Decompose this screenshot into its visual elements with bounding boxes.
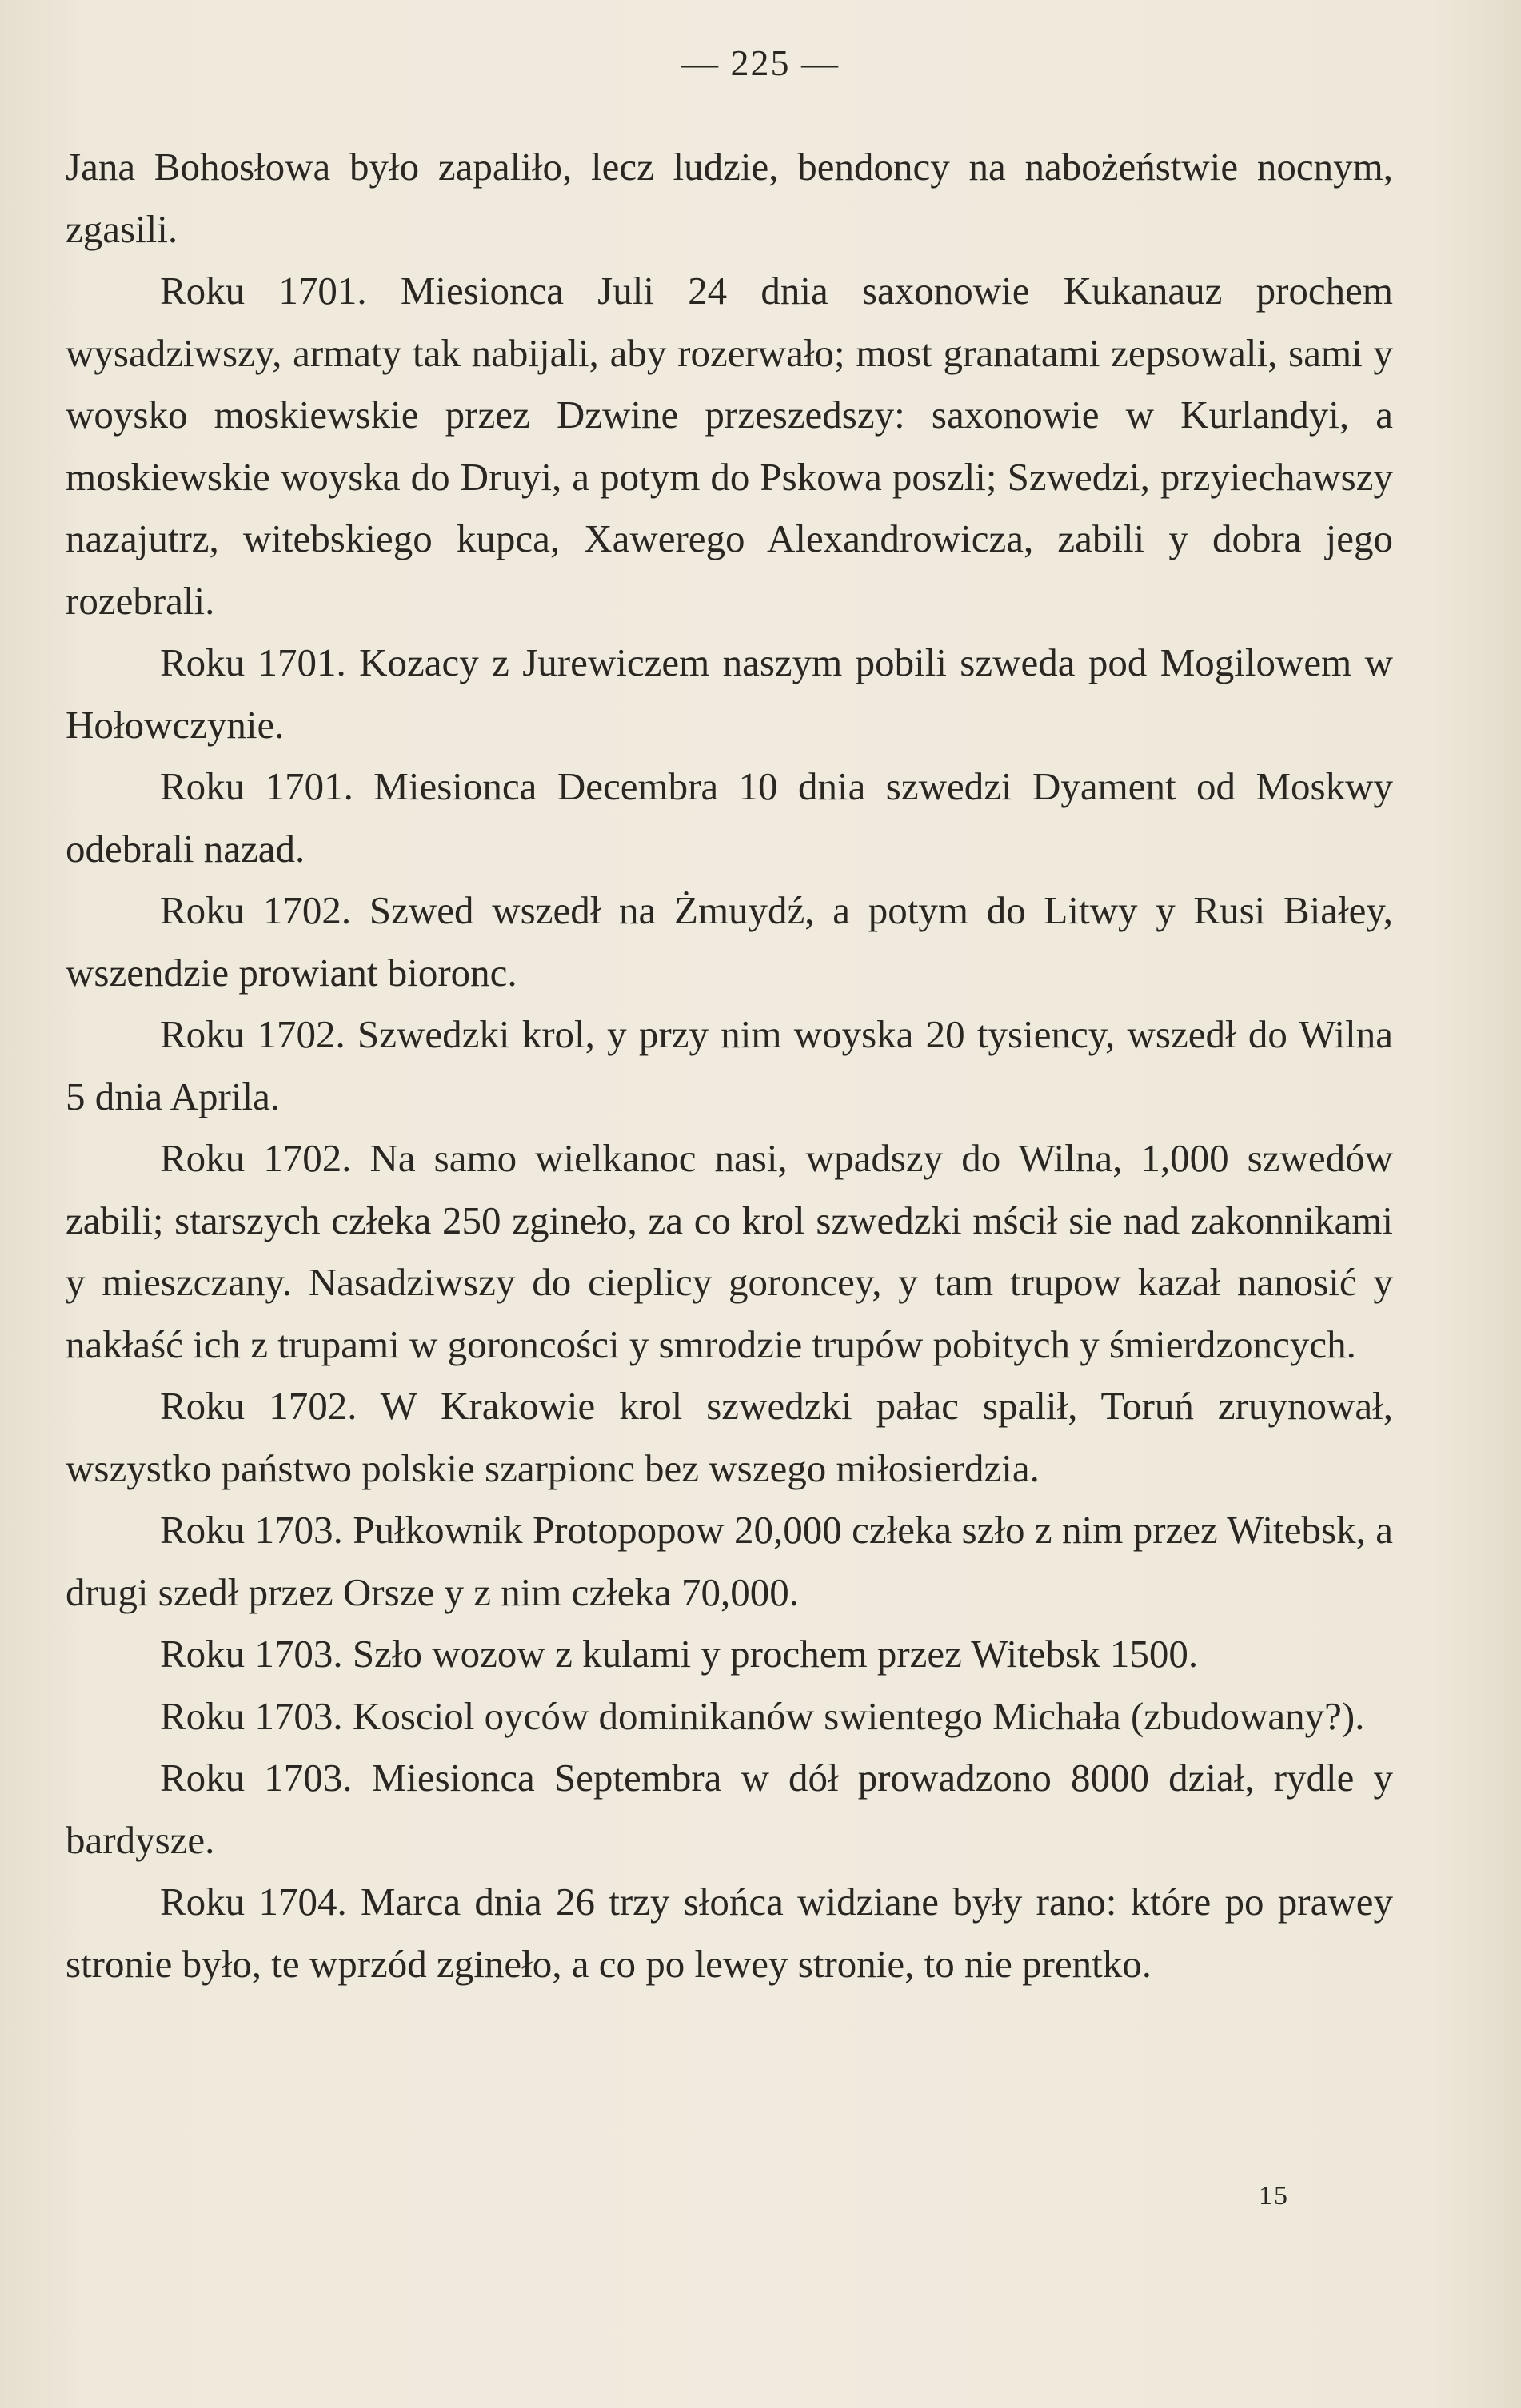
body-text	[66, 136, 1393, 1995]
paragraph: Roku 1702. W Krakowie krol szwedzki pałac spalił, Toruń zruynował, wszystko państwo polskie szarpionc bez wszego miłosierdzia.	[66, 1384, 1393, 1490]
page-number: — 225 —	[681, 42, 840, 83]
paragraph: Roku 1701. Kozacy z Jurewiczem naszym pobili szweda pod Mogilowem w Hołowczynie.	[66, 640, 1393, 747]
paragraph: Roku 1702. Na samo wielkanoc nasi, wpadszy do Wilna, 1,000 szwedów zabili; starszych człeka 250 zgineło, za co krol szwedzki mścił sie nad zakonnikami y mieszczany. Nasadziwszy do cieplicy goroncey, y tam trupow kazał nanosić y nakłaść ich z trupami w goroncości y smrodzie trupów pobitych y śmierdzoncych.	[66, 1136, 1393, 1366]
paragraph: Roku 1702. Szwedzki krol, y przy nim woyska 20 tysiency, wszedł do Wilna 5 dnia Aprila.	[66, 1012, 1393, 1118]
paragraph: Roku 1703. Pułkownik Protopopow 20,000 człeka szło z nim przez Witebsk, a drugi szedł przez Orsze y z nim człeka 70,000.	[66, 1508, 1393, 1614]
paragraph: Roku 1703. Miesionca Septembra w dół prowadzono 8000 dział, rydle y bardysze.	[66, 1756, 1393, 1862]
paragraph: Roku 1701. Miesionca Juli 24 dnia saxonowie Kukanauz prochem wysadziwszy, armaty tak nabijali, aby rozerwało; most granatami zepsowali, sami y woysko moskiewskie przez Dzwine przeszedszy: saxonowie w Kurlandyi, a moskiewskie woyska do Druyi, a potym do Pskowa poszli; Szwedzi, przyiechawszy nazajutrz, witebskiego kupca, Xawerego Alexandrowicza, zabili y dobra jego rozebrali.	[66, 269, 1393, 623]
paragraph: Jana Bohosłowa było zapaliło, lecz ludzie, bendoncy na nabożeństwie nocnym, zgasili.	[66, 145, 1393, 251]
signature-mark: 15	[1259, 2181, 1289, 2211]
paragraph: Roku 1703. Szło wozow z kulami y prochem przez Witebsk 1500.	[160, 1632, 1199, 1676]
paragraph: Roku 1704. Marca dnia 26 trzy słońca widziane były rano: które po prawey stronie było, te wprzód zgineło, a co po lewey stronie, to nie prentko.	[66, 1880, 1393, 1986]
paragraph: Roku 1703. Kosciol oyców dominikanów swientego Michała (zbudowany?).	[160, 1693, 1365, 1738]
paragraph: Roku 1701. Miesionca Decembra 10 dnia szwedzi Dyament od Moskwy odebrali nazad.	[66, 764, 1393, 871]
paragraph: Roku 1702. Szwed wszedł na Żmuydź, a potym do Litwy y Rusi Białey, wszendzie prowiant bioronc.	[66, 888, 1393, 995]
